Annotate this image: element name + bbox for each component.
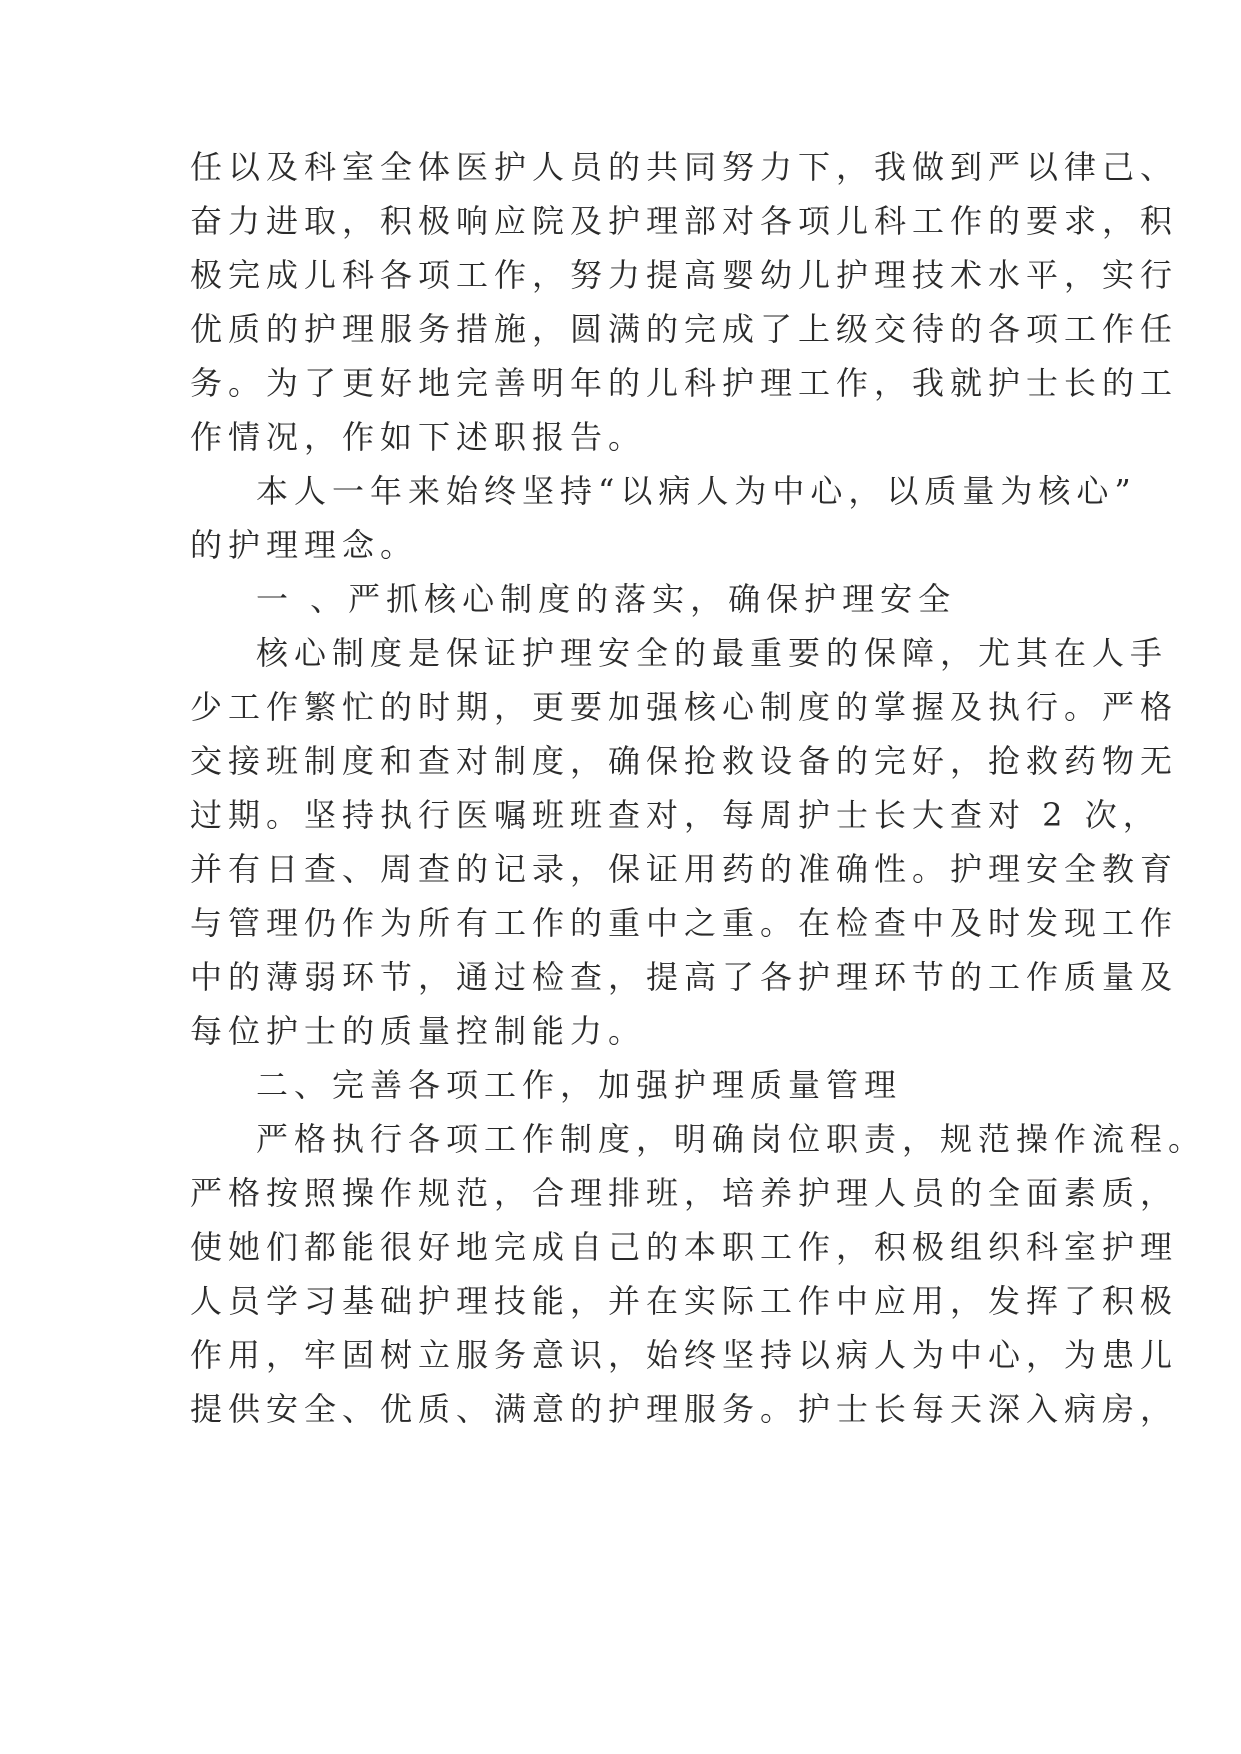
text-line: 核心制度是保证护理安全的最重要的保障，尤其在人手 [256,634,1169,672]
section-heading: 一 、严抓核心制度的落实，确保护理安全 [256,580,957,618]
text-line: 每位护士的质量控制能力。 [190,1012,647,1050]
text-line: 人员学习基础护理技能，并在实际工作中应用，发挥了积极 [190,1282,1179,1320]
text-line: 极完成儿科各项工作，努力提高婴幼儿护理技术水平，实行 [190,256,1179,294]
text-line: 奋力进取，积极响应院及护理部对各项儿科工作的要求，积 [190,202,1179,240]
text-line: 作情况，作如下述职报告。 [190,418,647,456]
text-line: 本人一年来始终坚持“以病人为中心，以质量为核心” [256,472,1137,510]
text-line: 使她们都能很好地完成自己的本职工作，积极组织科室护理 [190,1228,1179,1266]
text-line: 交接班制度和查对制度，确保抢救设备的完好，抢救药物无 [190,742,1179,780]
text-line: 任以及科室全体医护人员的共同努力下，我做到严以律己、 [190,148,1179,186]
text-line: 过期。坚持执行医嘱班班查对，每周护士长大查对 2 次， [190,796,1161,834]
text-line: 严格执行各项工作制度，明确岗位职责，规范操作流程。 [256,1120,1207,1158]
text-line: 的护理理念。 [190,526,419,564]
text-line: 作用，牢固树立服务意识，始终坚持以病人为中心，为患儿 [190,1336,1179,1374]
text-line: 优质的护理服务措施，圆满的完成了上级交待的各项工作任 [190,310,1179,348]
text-line: 严格按照操作规范，合理排班，培养护理人员的全面素质， [190,1174,1179,1212]
text-line: 并有日查、周查的记录，保证用药的准确性。护理安全教育 [190,850,1179,888]
text-line: 与管理仍作为所有工作的重中之重。在检查中及时发现工作 [190,904,1179,942]
text-line: 少工作繁忙的时期，更要加强核心制度的掌握及执行。严格 [190,688,1179,726]
text-line: 务。为了更好地完善明年的儿科护理工作，我就护士长的工 [190,364,1179,402]
text-line: 提供安全、优质、满意的护理服务。护士长每天深入病房， [190,1390,1179,1428]
section-heading: 二、完善各项工作，加强护理质量管理 [256,1066,903,1104]
text-line: 中的薄弱环节，通过检查，提高了各护理环节的工作质量及 [190,958,1179,996]
